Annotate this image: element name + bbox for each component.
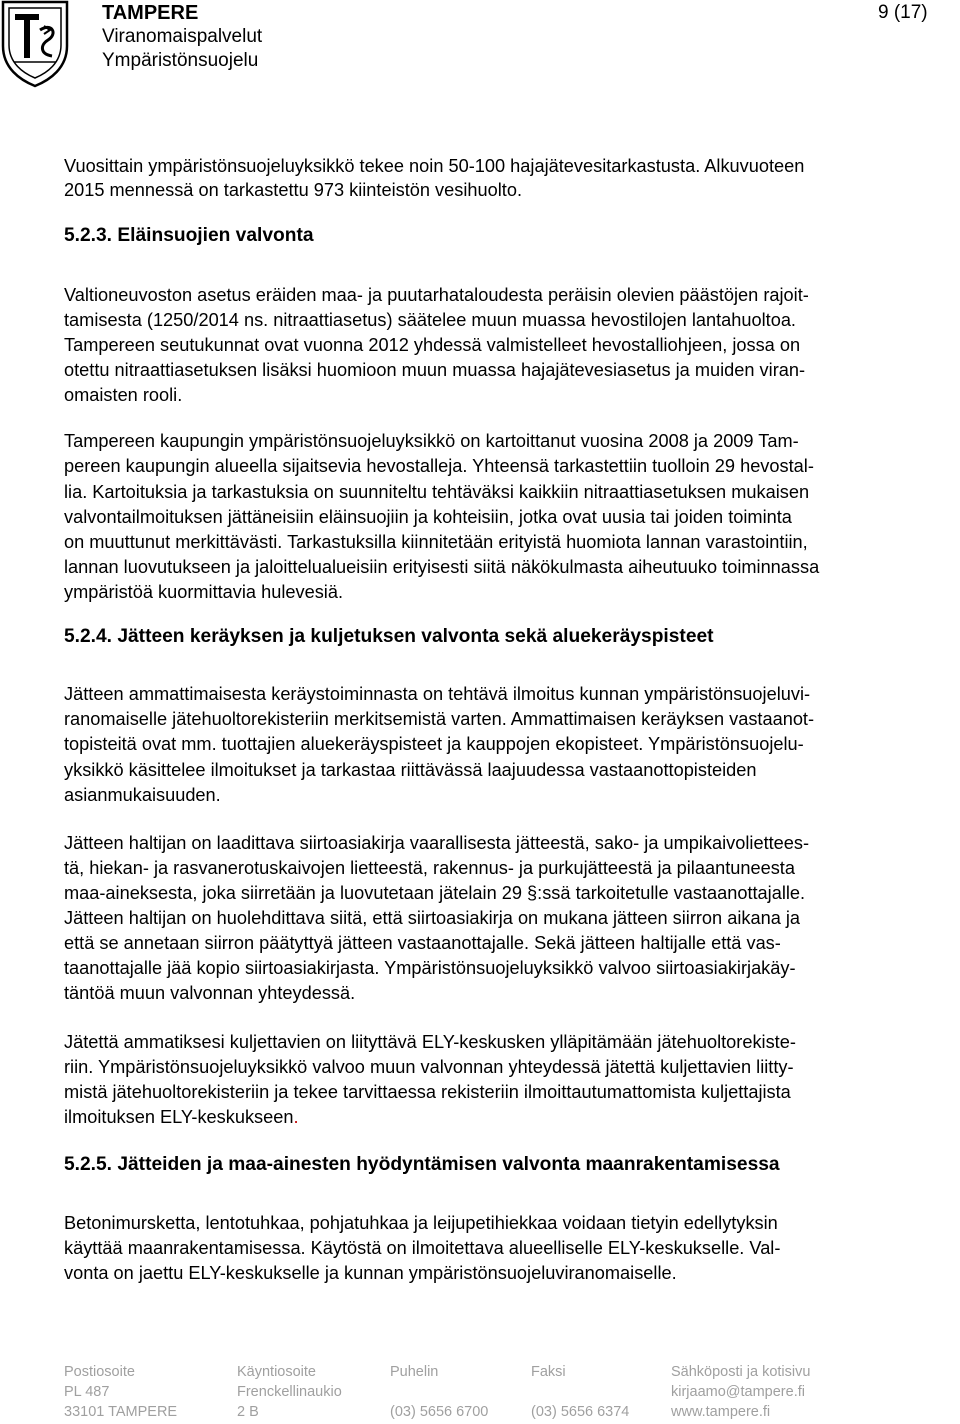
tampere-crest-logo [0, 0, 70, 88]
paragraph-line: taanottajalle jää kopio siirtoasiakirjasta. Ympäristönsuojeluyksikkö valvoo siirtoasiakirjakäy- [64, 958, 796, 978]
paragraph-line: yksikkö käsittelee ilmoitukset ja tarkastaa riittävässä laajuudessa vastaanottopisteiden [64, 760, 757, 780]
footer-fax [531, 1362, 629, 1422]
paragraph-line: lia. Kartoituksia ja tarkastuksia on suunniteltu tehtäväksi kaikkiin nitraattiasetuksen mukaisen [64, 482, 810, 502]
paragraph-line: että se annetaan siirron päätyttyä jätteen vastaanottajalle. Sekä jätteen haltijalle että vas- [64, 933, 781, 953]
section-heading-5-2-5: 5.2.5. Jätteiden ja maa-ainesten hyödyntämisen valvonta maanrakentamisessa [64, 1154, 780, 1175]
paragraph-line: Jätteen haltijan on laadittava siirtoasiakirja vaarallisesta jätteestä, sako- ja umpikaivoliettees- [64, 833, 810, 853]
footer-value [390, 1382, 488, 1402]
paragraph-line: pereen kaupungin alueella sijaitsevia hevostalleja. Yhteensä tarkastettiin tuolloin 29 hevostal- [64, 456, 814, 476]
paragraph-line: tä, hiekan- ja rasvanerotuskaivojen lietteestä, rakennus- ja purkujätteestä ja pilaantuneesta [64, 858, 795, 878]
footer-value: (03) 5656 6700 [390, 1404, 489, 1420]
paragraph-line: Vuosittain ympäristönsuojeluyksikkö tekee noin 50-100 hajajätevesitarkastusta. Alkuvuoteen [64, 156, 805, 176]
red-period: . [293, 1107, 299, 1127]
footer-visiting-address [237, 1362, 342, 1422]
paragraph-line: riin. Ympäristönsuojeluyksikkö valvoo muun valvonnan yhteydessä jätettä kuljettavien liitty- [64, 1057, 794, 1077]
paragraph-line: Valtioneuvoston asetus eräiden maa- ja puutarhataloudesta peräisin olevien päästöjen rajoit- [64, 285, 809, 305]
paragraph-line: Jätettä ammatiksesi kuljettavien on liityttävä ELY-keskusken ylläpitämään jätehuoltorekiste- [64, 1032, 796, 1052]
paragraph-line: Tampereen seutukunnat ovat vuonna 2012 yhdessä valmistelleet hevostalliohjeen, jossa on [64, 335, 801, 355]
paragraph-line: täntöä muun valvonnan yhteydessä. [64, 983, 356, 1003]
paragraph-line: 2015 mennessä on tarkastettu 973 kiinteistön vesihuolto. [64, 180, 523, 200]
section-heading-5-2-4: 5.2.4. Jätteen keräyksen ja kuljetuksen valvonta sekä aluekeräyspisteet [64, 626, 714, 647]
paragraph-line: vonta on jaettu ELY-keskukselle ja kunnan ympäristönsuojeluviranomaiselle. [64, 1263, 677, 1283]
paragraph-line: ympäristöä kuormittavia hulevesiä. [64, 582, 343, 602]
paragraph-line: omaisten rooli. [64, 385, 183, 405]
paragraph-line: otettu nitraattiasetuksen lisäksi huomioon muun muassa hajajätevesiasetus ja muiden viran- [64, 360, 806, 380]
paragraph-line: ranomaiselle jätehuoltorekisteriin merkitsemistä varten. Ammattimaisen keräyksen vastaanot- [64, 709, 815, 729]
footer-label: Postiosoite [64, 1364, 135, 1380]
footer-email-link[interactable]: kirjaamo@tampere.fi [671, 1384, 805, 1400]
paragraph-line: on muuttunut merkittävästi. Tarkastuksilla kiinnitetään erityistä huomiota lannan varastointiin, [64, 532, 808, 552]
paragraph-line: topisteitä ovat mm. tuottajien aluekeräyspisteet ja kauppojen ekopisteet. Ympäristönsuojelu- [64, 734, 804, 754]
paragraph-line: valvontailmoituksen jättäneisiin eläinsuojiin ja kohteisiin, jotka ovat uusia tai joiden toiminta [64, 507, 792, 527]
footer-value: PL 487 [64, 1384, 110, 1400]
footer-label: Puhelin [390, 1364, 439, 1380]
footer-postal-address [64, 1362, 177, 1422]
footer-website-link[interactable]: www.tampere.fi [671, 1404, 771, 1420]
footer-phone [390, 1362, 488, 1422]
footer-value: (03) 5656 6374 [531, 1404, 630, 1420]
page-number: 9 (17) [878, 2, 928, 23]
paragraph-line: tamisesta (1250/2014 ns. nitraattiasetus) säätelee muun muassa hevostilojen lantahuoltoa. [64, 310, 796, 330]
footer-value: Frenckellinaukio [237, 1384, 342, 1400]
footer-label: Sähköposti ja kotisivu [671, 1364, 811, 1380]
paragraph-line: käyttää maanrakentamisessa. Käytöstä on ilmoitettava alueelliselle ELY-keskukselle. Val- [64, 1238, 781, 1258]
footer-contact [671, 1362, 810, 1422]
paragraph-line: Jätteen haltijan on huolehdittava siitä, että siirtoasiakirja on mukana jätteen siirron aikana ja [64, 908, 801, 928]
footer-label: Faksi [531, 1364, 566, 1380]
paragraph-line: maa-aineksesta, joka siirretään ja luovutetaan jätelain 29 §:ssä tarkoitetulle vastaanottajalle. [64, 883, 806, 903]
paragraph-line: Betonimursketta, lentotuhkaa, pohjatuhkaa ja leijupetihiekkaa voidaan tietyin edellytyksin [64, 1213, 778, 1233]
paragraph-line: lannan luovutukseen ja jaloittelualueisiin erityisesti siitä näkökulmasta aiheutuuko toiminnassa [64, 557, 820, 577]
paragraph-line [64, 1105, 299, 1129]
footer-value [531, 1382, 629, 1402]
paragraph-line: mistä jätehuoltorekisteriin ja tekee tarvittaessa rekisteriin ilmoittautumattomista kuljettajista [64, 1082, 791, 1102]
footer-label: Käyntiosoite [237, 1364, 316, 1380]
header-department: Viranomaispalvelut [102, 26, 263, 47]
section-heading-5-2-3: 5.2.3. Eläinsuojien valvonta [64, 225, 314, 246]
header-unit: Ympäristönsuojelu [102, 50, 259, 71]
header-title: TAMPERE [102, 2, 199, 24]
paragraph-line: Jätteen ammattimaisesta keräystoiminnasta on tehtävä ilmoitus kunnan ympäristönsuojeluvi- [64, 684, 811, 704]
paragraph-line: Tampereen kaupungin ympäristönsuojeluyksikkö on kartoittanut vuosina 2008 ja 2009 Tam- [64, 431, 799, 451]
paragraph-line: asianmukaisuuden. [64, 785, 221, 805]
footer-value: 33101 TAMPERE [64, 1404, 178, 1420]
paragraph-text: ilmoituksen ELY-keskukseen [64, 1107, 294, 1127]
footer-value: 2 B [237, 1404, 259, 1420]
